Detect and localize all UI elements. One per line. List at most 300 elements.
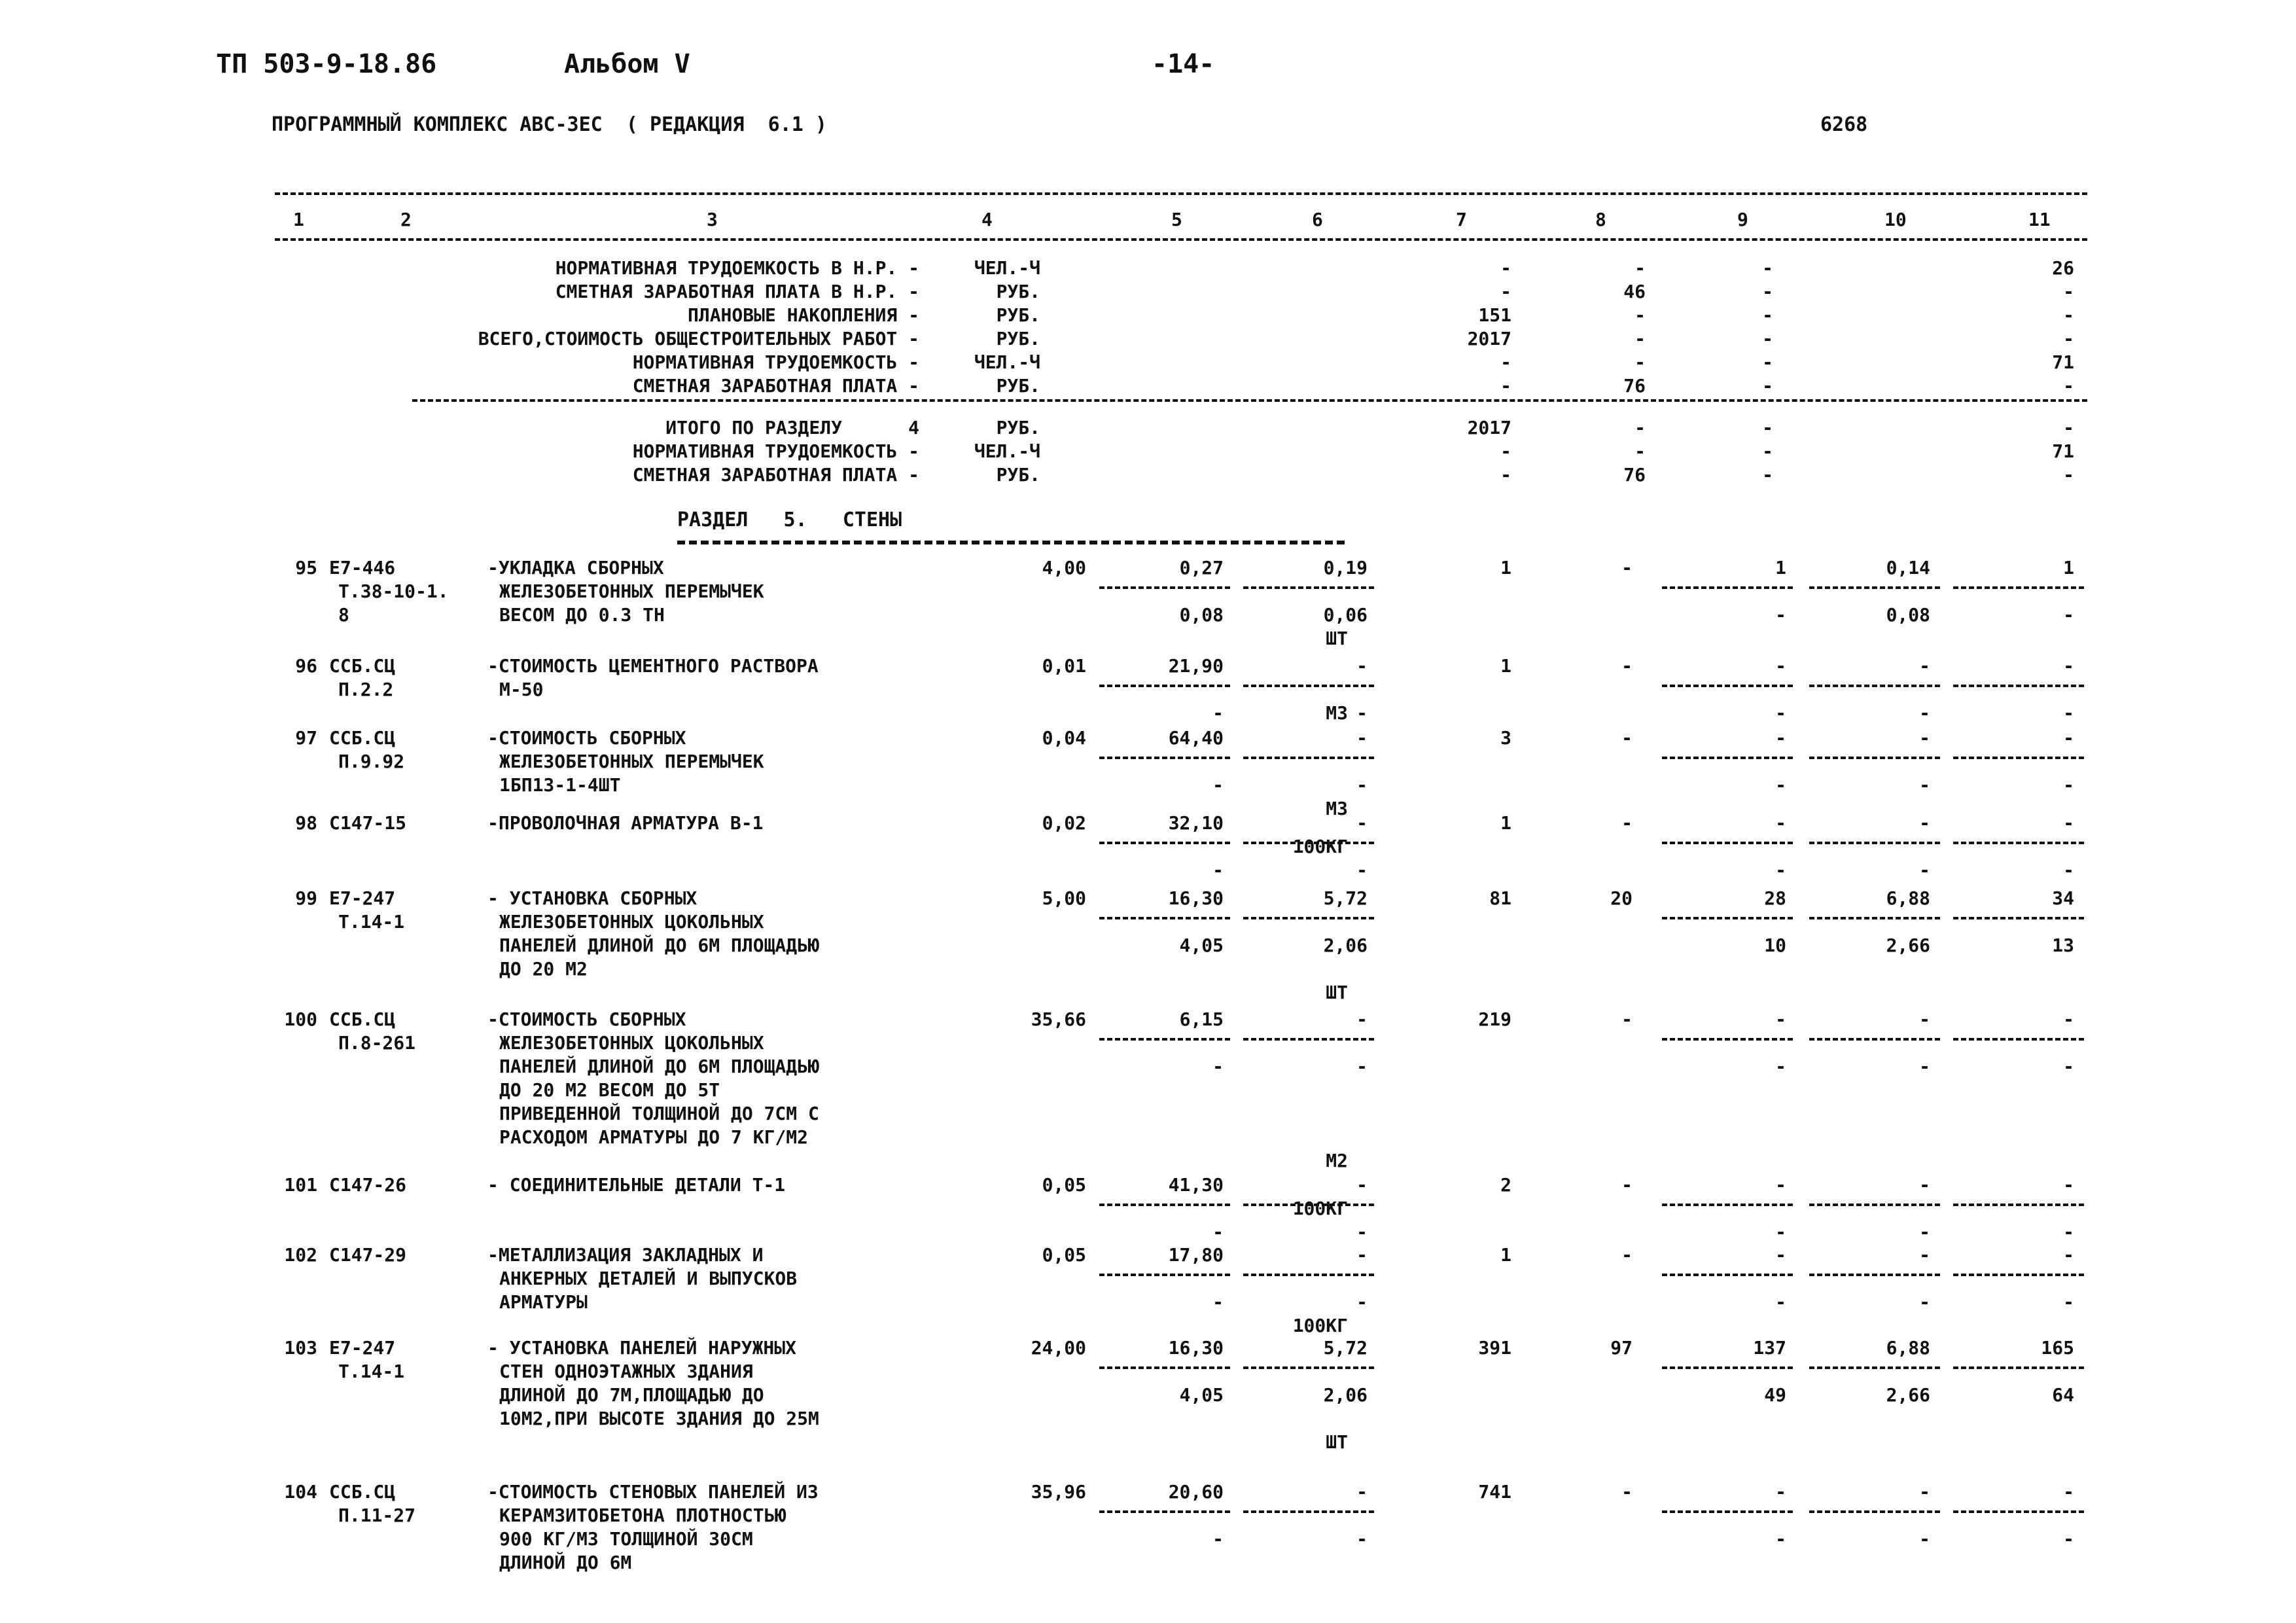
item-labor-total: -	[2063, 812, 2074, 834]
item-unit-cost-machine-wages: -	[1356, 702, 1368, 724]
item-number: 98	[295, 812, 317, 834]
column-header-8: 8	[1595, 209, 1606, 230]
summary-unit: РУБ.	[996, 464, 1040, 486]
item-description: - СОЕДИНИТЕЛЬНЫЕ ДЕТАЛИ Т-1	[487, 1174, 786, 1196]
item-description: -ПРОВОЛОЧНАЯ АРМАТУРА В-1	[487, 812, 764, 834]
item-code: П.2.2	[338, 679, 394, 700]
summary-unit: ЧЕЛ.-Ч	[974, 440, 1040, 462]
item-wages-total: -	[1621, 655, 1633, 677]
fraction-rule	[1953, 1274, 2084, 1276]
item-unit-cost-total: 32,10	[1168, 812, 1224, 834]
item-number: 99	[295, 887, 317, 909]
item-labor-machine-total: -	[2063, 604, 2074, 626]
fraction-rule	[1243, 685, 1374, 687]
item-wages-total: -	[1621, 1244, 1633, 1266]
item-unit-cost-machine-wages: -	[1356, 1221, 1368, 1243]
item-unit-cost-wages: 5,72	[1323, 1337, 1368, 1359]
item-labor-unit: -	[1919, 1008, 1930, 1030]
item-machines-total: -	[1775, 655, 1786, 677]
item-machine-wages: -	[1775, 774, 1786, 796]
fraction-rule	[1953, 1366, 2084, 1369]
fraction-rule	[1243, 917, 1374, 919]
summary-unit: ЧЕЛ.-Ч	[974, 257, 1040, 279]
item-total-cost: 219	[1478, 1008, 1511, 1030]
section-title: РАЗДЕЛ 5. СТЕНЫ	[677, 508, 902, 531]
item-total-cost: 1	[1500, 812, 1511, 834]
doc-code: ТП 503-9-18.86	[216, 49, 437, 79]
item-description: 900 КГ/М3 ТОЛЩИНОЙ 30СМ	[499, 1528, 753, 1550]
item-unit: ШТ	[1326, 628, 1348, 649]
item-machine-wages: -	[1775, 702, 1786, 724]
item-machine-wages: -	[1775, 1291, 1786, 1313]
fraction-rule	[1099, 1366, 1230, 1369]
item-number: 95	[295, 557, 317, 579]
summary-col8: -	[1634, 304, 1646, 326]
fraction-rule	[1662, 842, 1793, 844]
column-header-1: 1	[293, 209, 304, 230]
item-unit-cost-total: 17,80	[1168, 1244, 1224, 1266]
item-code: ССБ.СЦ	[329, 1008, 396, 1030]
fraction-rule	[1953, 685, 2084, 687]
summary-col9: -	[1762, 440, 1773, 462]
item-labor-unit: -	[1919, 727, 1930, 749]
item-labor-machine-unit: -	[1919, 1291, 1930, 1313]
item-labor-unit: -	[1919, 655, 1930, 677]
item-description: 10М2,ПРИ ВЫСОТЕ ЗДАНИЯ ДО 25М	[499, 1408, 819, 1429]
item-unit-cost-wages: -	[1356, 655, 1368, 677]
fraction-rule	[1099, 1038, 1230, 1041]
column-header-rule	[275, 238, 2087, 241]
item-labor-machine-total: -	[2063, 702, 2074, 724]
fraction-rule	[1099, 1274, 1230, 1276]
item-unit: ШТ	[1326, 982, 1348, 1003]
summary-col11: -	[2063, 375, 2074, 397]
fraction-rule	[1809, 842, 1940, 844]
item-labor-machine-unit: -	[1919, 859, 1930, 881]
item-unit-cost-machine-wages: -	[1356, 1528, 1368, 1550]
item-number: 102	[284, 1244, 317, 1266]
item-unit-cost-machines: -	[1212, 1221, 1224, 1243]
item-unit: М3	[1326, 798, 1348, 819]
item-quantity: 0,04	[1042, 727, 1086, 749]
summary-row	[0, 351, 2296, 374]
summary-unit: РУБ.	[996, 304, 1040, 326]
item-unit: М3	[1326, 702, 1348, 724]
item-code: Т.14-1	[338, 911, 405, 933]
item-unit-cost-machine-wages: 0,06	[1323, 604, 1368, 626]
fraction-rule	[1662, 1274, 1793, 1276]
fraction-rule	[1809, 1038, 1940, 1041]
item-quantity: 0,02	[1042, 812, 1086, 834]
fraction-rule	[1953, 1510, 2084, 1513]
item-labor-total: -	[2063, 727, 2074, 749]
summary-col9: -	[1762, 375, 1773, 397]
item-labor-unit: -	[1919, 1481, 1930, 1503]
fraction-rule	[1662, 1204, 1793, 1206]
fraction-rule	[1243, 842, 1374, 844]
item-total-cost: 391	[1478, 1337, 1511, 1359]
item-number: 101	[284, 1174, 317, 1196]
item-total-cost: 81	[1489, 887, 1511, 909]
column-header-6: 6	[1312, 209, 1323, 230]
item-labor-machine-unit: -	[1919, 1056, 1930, 1077]
fraction-rule	[1099, 757, 1230, 759]
item-machine-wages: -	[1775, 1221, 1786, 1243]
item-unit-cost-machines: -	[1212, 702, 1224, 724]
item-quantity: 35,66	[1031, 1008, 1086, 1030]
item-quantity: 0,05	[1042, 1244, 1086, 1266]
item-description: -МЕТАЛЛИЗАЦИЯ ЗАКЛАДНЫХ И	[487, 1244, 764, 1266]
item-unit-cost-wages: -	[1356, 812, 1368, 834]
summary-label: НОРМАТИВНАЯ ТРУДОЕМКОСТЬ -	[632, 440, 919, 462]
item-labor-unit: -	[1919, 1174, 1930, 1196]
summary-col7: 2017	[1467, 417, 1511, 438]
item-labor-machine-unit: -	[1919, 1221, 1930, 1243]
fraction-rule	[1662, 685, 1793, 687]
column-header-10: 10	[1884, 209, 1907, 230]
item-total-cost: 1	[1500, 557, 1511, 579]
item-unit-cost-wages: -	[1356, 727, 1368, 749]
item-description: СТЕН ОДНОЭТАЖНЫХ ЗДАНИЯ	[499, 1361, 753, 1382]
item-description: ЖЕЛЕЗОБЕТОННЫХ ПЕРЕМЫЧЕК	[499, 751, 764, 772]
item-code: ССБ.СЦ	[329, 727, 396, 749]
column-header-7: 7	[1456, 209, 1467, 230]
summary-row	[0, 304, 2296, 327]
item-machine-wages: -	[1775, 1056, 1786, 1077]
item-labor-unit: -	[1919, 1244, 1930, 1266]
item-description: -СТОИМОСТЬ СТЕНОВЫХ ПАНЕЛЕЙ ИЗ	[487, 1481, 819, 1503]
item-description: АРМАТУРЫ	[499, 1291, 588, 1313]
fraction-rule	[1953, 1204, 2084, 1206]
fraction-rule	[1243, 1274, 1374, 1276]
fraction-rule	[1099, 685, 1230, 687]
summary-col7: -	[1500, 281, 1511, 302]
item-unit-cost-machine-wages: -	[1356, 1291, 1368, 1313]
item-unit: ШТ	[1326, 1431, 1348, 1453]
item-unit-cost-wages: 0,19	[1323, 557, 1368, 579]
item-code: П.11-27	[338, 1505, 416, 1526]
fraction-rule	[1953, 842, 2084, 844]
column-header-5: 5	[1171, 209, 1182, 230]
item-code: П.8-261	[338, 1032, 416, 1054]
fraction-rule	[1809, 1366, 1940, 1369]
item-machines-total: -	[1775, 1244, 1786, 1266]
item-description: - УСТАНОВКА ПАНЕЛЕЙ НАРУЖНЫХ	[487, 1337, 797, 1359]
item-quantity: 4,00	[1042, 557, 1086, 579]
item-unit-cost-total: 6,15	[1179, 1008, 1224, 1030]
item-code: Т.38-10-1.	[338, 580, 449, 602]
item-labor-unit: 0,14	[1886, 557, 1930, 579]
summary-col11: -	[2063, 464, 2074, 486]
item-code: ССБ.СЦ	[329, 655, 396, 677]
summary-unit: ЧЕЛ.-Ч	[974, 351, 1040, 373]
summary-col11: -	[2063, 417, 2074, 438]
item-unit-cost-total: 0,27	[1179, 557, 1224, 579]
item-unit-cost-total: 20,60	[1168, 1481, 1224, 1503]
summary-unit: РУБ.	[996, 281, 1040, 302]
summary-col11: -	[2063, 304, 2074, 326]
summary-col7: -	[1500, 375, 1511, 397]
item-labor-machine-total: -	[2063, 1528, 2074, 1550]
item-unit-cost-machines: 4,05	[1179, 1384, 1224, 1406]
item-unit-cost-total: 16,30	[1168, 887, 1224, 909]
item-description: КЕРАМЗИТОБЕТОНА ПЛОТНОСТЬЮ	[499, 1505, 786, 1526]
item-unit: 100КГ	[1292, 1198, 1348, 1219]
item-unit-cost-machine-wages: -	[1356, 774, 1368, 796]
item-unit-cost-machines: -	[1212, 1056, 1224, 1077]
item-machines-total: -	[1775, 1481, 1786, 1503]
item-unit-cost-machine-wages: -	[1356, 1056, 1368, 1077]
item-machines-total: -	[1775, 1008, 1786, 1030]
fraction-rule	[1243, 1510, 1374, 1513]
item-labor-machine-unit: 0,08	[1886, 604, 1930, 626]
item-code: ССБ.СЦ	[329, 1481, 396, 1503]
item-quantity: 0,01	[1042, 655, 1086, 677]
section-title-underline	[677, 541, 1345, 544]
item-description: ПАНЕЛЕЙ ДЛИНОЙ ДО 6М ПЛОЩАДЬЮ	[499, 1056, 819, 1077]
item-labor-machine-total: 13	[2052, 935, 2074, 956]
item-number: 104	[284, 1481, 317, 1503]
item-labor-unit: 6,88	[1886, 887, 1930, 909]
fraction-rule	[1953, 586, 2084, 589]
item-unit-cost-machines: -	[1212, 774, 1224, 796]
item-wages-total: -	[1621, 1481, 1633, 1503]
summary-col8: -	[1634, 351, 1646, 373]
summary-col7: -	[1500, 257, 1511, 279]
fraction-rule	[1662, 586, 1793, 589]
fraction-rule	[1953, 917, 2084, 919]
item-unit-cost-total: 41,30	[1168, 1174, 1224, 1196]
item-labor-total: 34	[2052, 887, 2074, 909]
item-machine-wages: 49	[1764, 1384, 1786, 1406]
item-code: С147-26	[329, 1174, 407, 1196]
item-total-cost: 3	[1500, 727, 1511, 749]
fraction-rule	[1809, 757, 1940, 759]
item-machine-wages: -	[1775, 1528, 1786, 1550]
item-total-cost: 1	[1500, 1244, 1511, 1266]
summary-row	[0, 257, 2296, 280]
summary-col7: 151	[1478, 304, 1511, 326]
summary-row	[0, 416, 2296, 440]
fraction-rule	[1099, 917, 1230, 919]
summary-col9: -	[1762, 328, 1773, 349]
fraction-rule	[1243, 1204, 1374, 1206]
summary-row	[0, 280, 2296, 304]
fraction-rule	[1662, 917, 1793, 919]
item-description: - УСТАНОВКА СБОРНЫХ	[487, 887, 698, 909]
item-machines-total: 1	[1775, 557, 1786, 579]
table-top-rule	[275, 192, 2087, 195]
item-description: 1БП13-1-4ШТ	[499, 774, 621, 796]
item-labor-total: 165	[2041, 1337, 2074, 1359]
summary-row	[0, 327, 2296, 351]
summary-row	[0, 440, 2296, 463]
item-description: ПАНЕЛЕЙ ДЛИНОЙ ДО 6М ПЛОЩАДЬЮ	[499, 935, 819, 956]
item-number: 97	[295, 727, 317, 749]
column-header-11: 11	[2028, 209, 2051, 230]
summary-col9: -	[1762, 351, 1773, 373]
summary-col11: 26	[2052, 257, 2074, 279]
summary-label: НОРМАТИВНАЯ ТРУДОЕМКОСТЬ В Н.Р. -	[555, 257, 919, 279]
item-number: 103	[284, 1337, 317, 1359]
fraction-rule	[1809, 1204, 1940, 1206]
fraction-rule	[1953, 1038, 2084, 1041]
item-unit-cost-wages: 5,72	[1323, 887, 1368, 909]
item-description: ЖЕЛЕЗОБЕТОННЫХ ЦОКОЛЬНЫХ	[499, 1032, 764, 1054]
summary-col9: -	[1762, 464, 1773, 486]
item-unit-cost-total: 64,40	[1168, 727, 1224, 749]
item-labor-total: 1	[2063, 557, 2074, 579]
summary-unit: РУБ.	[996, 328, 1040, 349]
item-total-cost: 1	[1500, 655, 1511, 677]
item-code: 8	[338, 604, 349, 626]
item-wages-total: 97	[1610, 1337, 1633, 1359]
item-wages-total: -	[1621, 812, 1633, 834]
summary-row	[0, 463, 2296, 487]
item-labor-machine-unit: 2,66	[1886, 1384, 1930, 1406]
item-quantity: 24,00	[1031, 1337, 1086, 1359]
item-number: 100	[284, 1008, 317, 1030]
fraction-rule	[1809, 1274, 1940, 1276]
item-description: М-50	[499, 679, 544, 700]
summary-col11: 71	[2052, 351, 2074, 373]
item-description: АНКЕРНЫХ ДЕТАЛЕЙ И ВЫПУСКОВ	[499, 1268, 798, 1289]
item-labor-machine-unit: 2,66	[1886, 935, 1930, 956]
column-header-2: 2	[400, 209, 412, 230]
summary-col11: -	[2063, 281, 2074, 302]
fraction-rule	[1662, 1510, 1793, 1513]
summary-col7: 2017	[1467, 328, 1511, 349]
album-label: Альбом V	[564, 49, 690, 79]
item-unit-cost-machines: -	[1212, 1291, 1224, 1313]
item-description: -СТОИМОСТЬ СБОРНЫХ	[487, 1008, 686, 1030]
fraction-rule	[1243, 757, 1374, 759]
item-description: ЖЕЛЕЗОБЕТОННЫХ ПЕРЕМЫЧЕК	[499, 580, 764, 602]
item-quantity: 5,00	[1042, 887, 1086, 909]
item-unit: 100КГ	[1292, 1315, 1348, 1336]
fraction-rule	[1099, 586, 1230, 589]
item-machine-wages: -	[1775, 604, 1786, 626]
summary-col8: -	[1634, 440, 1646, 462]
document-number: 6268	[1820, 113, 1868, 136]
fraction-rule	[1099, 842, 1230, 844]
summary-col8: 46	[1623, 281, 1646, 302]
fraction-rule	[1662, 757, 1793, 759]
page-number: -14-	[1152, 49, 1215, 79]
summary-col8: 76	[1623, 375, 1646, 397]
summary-col11: 71	[2052, 440, 2074, 462]
summary-col7: -	[1500, 351, 1511, 373]
item-description: -СТОИМОСТЬ СБОРНЫХ	[487, 727, 686, 749]
item-machine-wages: -	[1775, 859, 1786, 881]
item-description: ДО 20 М2 ВЕСОМ ДО 5Т	[499, 1079, 720, 1101]
item-unit-cost-wages: -	[1356, 1174, 1368, 1196]
item-labor-machine-total: -	[2063, 774, 2074, 796]
item-description: ВЕСОМ ДО 0.3 ТН	[499, 604, 665, 626]
column-header-3: 3	[707, 209, 718, 230]
summary-col9: -	[1762, 281, 1773, 302]
item-description: ДО 20 М2	[499, 958, 588, 980]
fraction-rule	[1243, 1038, 1374, 1041]
item-description: -СТОИМОСТЬ ЦЕМЕНТНОГО РАСТВОРА	[487, 655, 819, 677]
fraction-rule	[1243, 1366, 1374, 1369]
item-labor-unit: 6,88	[1886, 1337, 1930, 1359]
item-machines-total: -	[1775, 812, 1786, 834]
item-machines-total: -	[1775, 727, 1786, 749]
item-unit-cost-machine-wages: 2,06	[1323, 1384, 1368, 1406]
summary-label: ВСЕГО,СТОИМОСТЬ ОБЩЕСТРОИТЕЛЬНЫХ РАБОТ -	[478, 328, 919, 349]
summary-col8: -	[1634, 257, 1646, 279]
item-description: -УКЛАДКА СБОРНЫХ	[487, 557, 664, 579]
fraction-rule	[1243, 586, 1374, 589]
item-machines-total: 137	[1753, 1337, 1786, 1359]
item-code: Е7-446	[329, 557, 396, 579]
item-description: ЖЕЛЕЗОБЕТОННЫХ ЦОКОЛЬНЫХ	[499, 911, 764, 933]
item-labor-machine-unit: -	[1919, 774, 1930, 796]
item-total-cost: 2	[1500, 1174, 1511, 1196]
item-unit-cost-machine-wages: -	[1356, 859, 1368, 881]
item-quantity: 0,05	[1042, 1174, 1086, 1196]
item-description: РАСХОДОМ АРМАТУРЫ ДО 7 КГ/М2	[499, 1126, 809, 1148]
fraction-rule	[1809, 685, 1940, 687]
item-labor-machine-total: -	[2063, 1221, 2074, 1243]
item-wages-total: -	[1621, 1008, 1633, 1030]
summary-col8: -	[1634, 328, 1646, 349]
item-unit-cost-machine-wages: 2,06	[1323, 935, 1368, 956]
item-unit-cost-total: 16,30	[1168, 1337, 1224, 1359]
item-unit-cost-machines: -	[1212, 859, 1224, 881]
fraction-rule	[1953, 757, 2084, 759]
summary-col11: -	[2063, 328, 2074, 349]
item-machine-wages: 10	[1764, 935, 1786, 956]
summary-col8: 76	[1623, 464, 1646, 486]
summary-unit: РУБ.	[996, 375, 1040, 397]
column-header-row	[0, 208, 2296, 232]
fraction-rule	[1662, 1038, 1793, 1041]
item-unit-cost-wages: -	[1356, 1008, 1368, 1030]
item-unit-cost-machines: -	[1212, 1528, 1224, 1550]
item-code: С147-29	[329, 1244, 407, 1266]
item-labor-machine-total: -	[2063, 859, 2074, 881]
summary-label: ПЛАНОВЫЕ НАКОПЛЕНИЯ -	[687, 304, 919, 326]
item-labor-total: -	[2063, 1008, 2074, 1030]
item-unit-cost-machines: 0,08	[1179, 604, 1224, 626]
item-wages-total: -	[1621, 1174, 1633, 1196]
item-description: ДЛИНОЙ ДО 7М,ПЛОЩАДЬЮ ДО	[499, 1384, 764, 1406]
item-unit-cost-wages: -	[1356, 1481, 1368, 1503]
item-total-cost: 741	[1478, 1481, 1511, 1503]
item-labor-unit: -	[1919, 812, 1930, 834]
item-unit: 100КГ	[1292, 836, 1348, 857]
summary-label: СМЕТНАЯ ЗАРАБОТНАЯ ПЛАТА В Н.Р. -	[555, 281, 919, 302]
summary-label: СМЕТНАЯ ЗАРАБОТНАЯ ПЛАТА -	[632, 464, 919, 486]
summary-label: НОРМАТИВНАЯ ТРУДОЕМКОСТЬ -	[632, 351, 919, 373]
item-wages-total: -	[1621, 557, 1633, 579]
item-labor-total: -	[2063, 1174, 2074, 1196]
item-labor-total: -	[2063, 1244, 2074, 1266]
summary-col8: -	[1634, 417, 1646, 438]
summary-unit: РУБ.	[996, 417, 1040, 438]
item-code: Е7-247	[329, 1337, 396, 1359]
item-quantity: 35,96	[1031, 1481, 1086, 1503]
item-description: ПРИВЕДЕННОЙ ТОЛЩИНОЙ ДО 7СМ С	[499, 1103, 819, 1124]
item-labor-machine-total: -	[2063, 1291, 2074, 1313]
item-code: С147-15	[329, 812, 407, 834]
item-code: Т.14-1	[338, 1361, 405, 1382]
item-code: Е7-247	[329, 887, 396, 909]
summary-col7: -	[1500, 464, 1511, 486]
item-machines-total: 28	[1764, 887, 1786, 909]
